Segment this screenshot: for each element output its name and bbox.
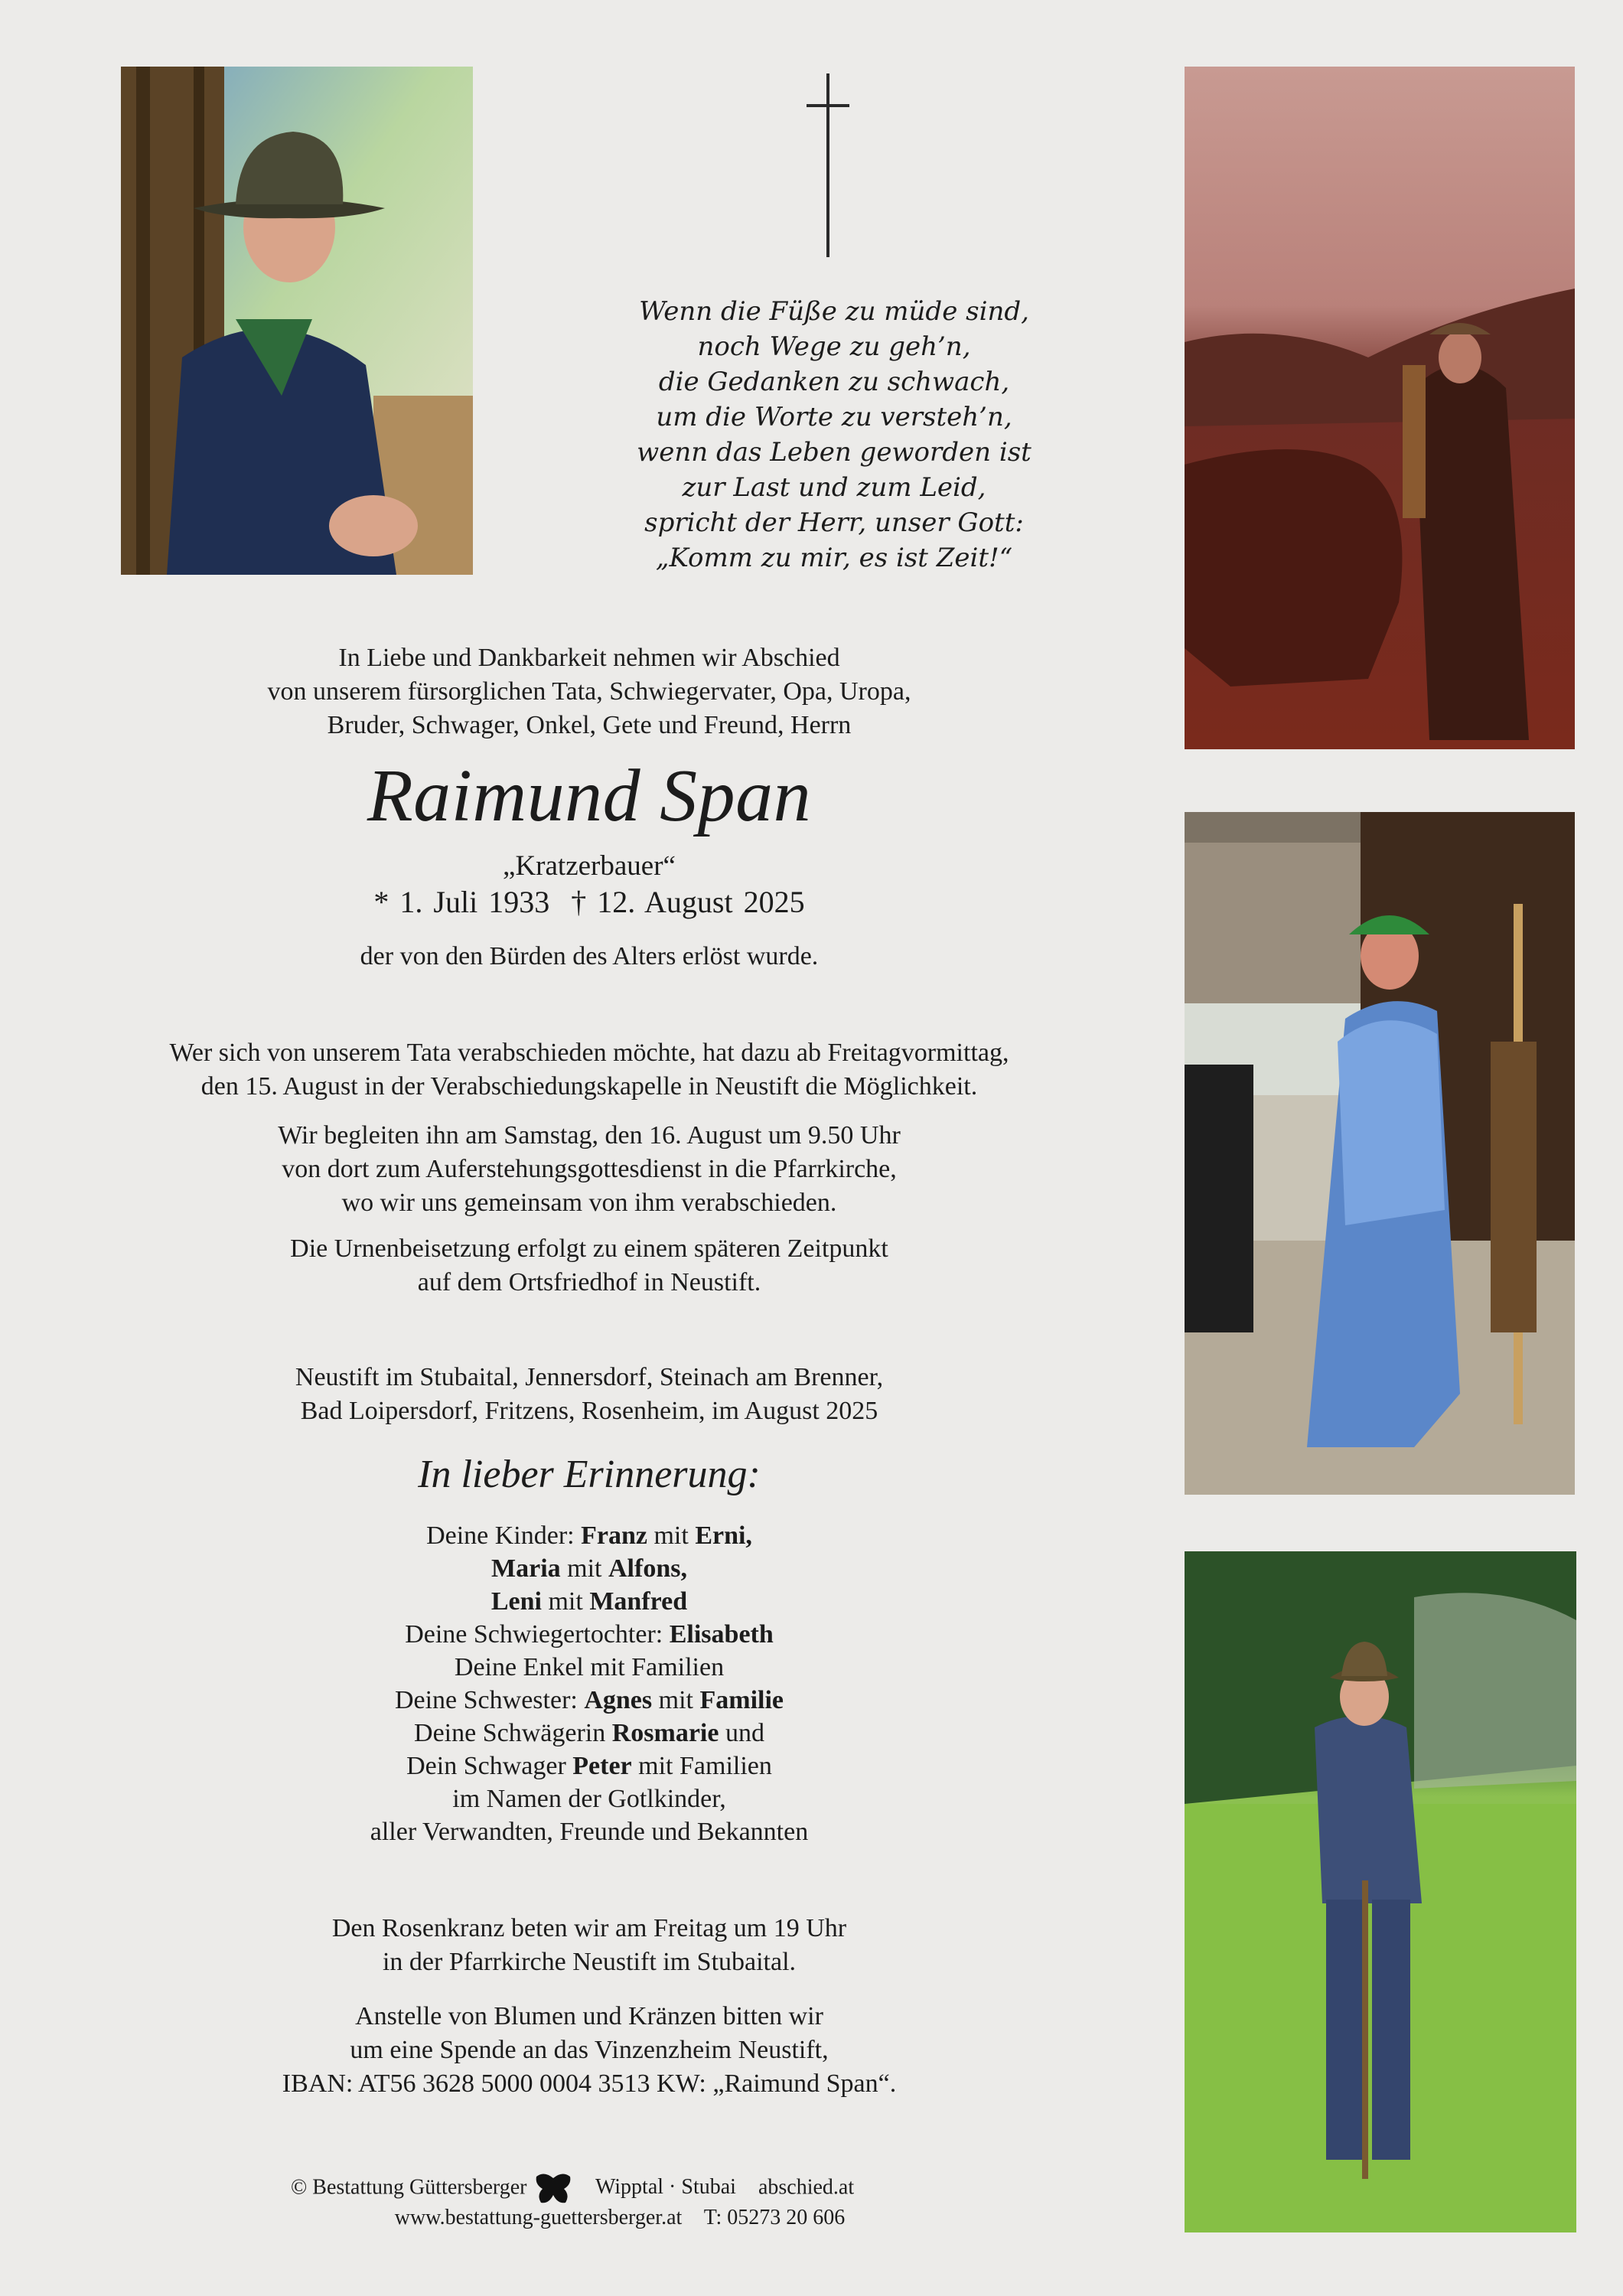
- phone: T: 05273 20 606: [703, 2206, 846, 2229]
- places-line: Neustift im Stubaital, Jennersdorf, Steinach am Brenner,: [295, 1363, 884, 1391]
- site-link[interactable]: abschied.at: [758, 2175, 855, 2200]
- cross-icon: [807, 73, 849, 257]
- family-member: Manfred: [589, 1587, 688, 1616]
- relief-text: der von den Bürden des Alters erlöst wurde.: [360, 942, 819, 970]
- poem-line: wenn das Leben geworden ist: [637, 437, 1031, 468]
- donation-line: IBAN: AT56 3628 5000 0004 3513 KW: „Raimund Span“.: [282, 2069, 897, 2098]
- poem-line: spricht der Herr, unser Gott:: [644, 507, 1024, 538]
- service-line: Wir begleiten ihn am Samstag, den 16. August um 9.50 Uhr: [278, 1121, 901, 1150]
- family-line: [107, 1519, 1071, 1552]
- donation-line: um eine Spende an das Vinzenzheim Neustift,: [350, 2036, 829, 2064]
- connector: und: [725, 1719, 764, 1747]
- places-line: Bad Loipersdorf, Fritzens, Rosenheim, im August 2025: [300, 1397, 878, 1425]
- poem: [589, 294, 1079, 576]
- butterfly-icon: [533, 2172, 573, 2206]
- family-member: Elisabeth: [669, 1620, 774, 1649]
- family-member: Maria: [491, 1554, 561, 1583]
- service-text: [107, 1119, 1071, 1220]
- family-line: aller Verwandten, Freunde und Bekannten: [370, 1818, 809, 1846]
- deceased-name: Raimund Span: [367, 755, 812, 837]
- poem-line: um die Worte zu versteh’n,: [656, 402, 1012, 432]
- poem-line: Wenn die Füße zu müde sind,: [639, 296, 1029, 327]
- service-line: von dort zum Auferstehungsgottesdienst in die Pfarrkirche,: [282, 1155, 897, 1183]
- intro-line: von unserem fürsorglichen Tata, Schwiegervater, Opa, Uropa,: [267, 677, 911, 706]
- poem-line: noch Wege zu geh’n,: [697, 331, 971, 362]
- poem-line: zur Last und zum Leid,: [682, 472, 986, 503]
- family-member: Familie: [699, 1686, 784, 1714]
- connector: mit Familien: [638, 1752, 772, 1780]
- family-member: Agnes: [584, 1686, 653, 1714]
- connector: mit: [653, 1521, 689, 1550]
- intro-line: In Liebe und Dankbarkeit nehmen wir Abschied: [338, 644, 840, 672]
- donation-text: [107, 2000, 1071, 2101]
- website-link[interactable]: www.bestattung-guettersberger.at: [394, 2206, 683, 2229]
- burial-line: Die Urnenbeisetzung erfolgt zu einem späteren Zeitpunkt: [290, 1234, 888, 1263]
- memory-heading: In lieber Erinnerung:: [418, 1453, 761, 1496]
- family-line: [107, 1717, 1071, 1750]
- family-member: Alfons,: [608, 1554, 687, 1583]
- barn-photo: [1185, 812, 1575, 1495]
- family-list: [107, 1519, 1071, 1848]
- family-line: [107, 1750, 1071, 1782]
- family-member: Erni,: [695, 1521, 752, 1550]
- portrait-photo: [121, 67, 473, 575]
- cattle-photo: [1185, 67, 1575, 749]
- footer-row: [291, 2172, 949, 2206]
- farewell-line: den 15. August in der Verabschiedungskapelle in Neustift die Möglichkeit.: [200, 1072, 978, 1101]
- label: Deine Schwiegertochter:: [405, 1620, 663, 1649]
- connector: mit: [567, 1554, 602, 1583]
- label: Deine Schwägerin: [414, 1719, 606, 1747]
- family-member: Peter: [572, 1752, 632, 1780]
- family-line: Deine Enkel mit Familien: [454, 1653, 725, 1681]
- family-line: im Namen der Gotlkinder,: [452, 1785, 726, 1813]
- copyright: © Bestattung Güttersberger: [291, 2175, 527, 2200]
- birth-date: * 1. Juli 1933: [373, 885, 550, 919]
- family-member: Rosmarie: [611, 1719, 719, 1747]
- footer-row: [291, 2206, 949, 2230]
- family-member: Leni: [490, 1587, 542, 1616]
- family-line: [107, 1684, 1071, 1717]
- intro-line: Bruder, Schwager, Onkel, Gete und Freund, Herrn: [327, 711, 852, 739]
- places-text: [107, 1361, 1071, 1428]
- farewell-line: Wer sich von unserem Tata verabschieden möchte, hat dazu ab Freitagvormittag,: [169, 1039, 1009, 1067]
- family-member: Franz: [581, 1521, 647, 1550]
- burial-line: auf dem Ortsfriedhof in Neustift.: [417, 1268, 761, 1296]
- label: Deine Schwester:: [394, 1686, 578, 1714]
- rosary-line: in der Pfarrkirche Neustift im Stubaital.: [382, 1948, 797, 1976]
- label: Deine Kinder:: [426, 1521, 575, 1550]
- nickname: „Kratzerbauer“: [503, 850, 676, 882]
- rosary-text: [107, 1912, 1071, 1979]
- connector: mit: [658, 1686, 693, 1714]
- service-line: wo wir uns gemeinsam von ihm verabschieden.: [341, 1189, 837, 1217]
- death-date: † 12. August 2025: [571, 885, 805, 919]
- life-dates: [107, 884, 1071, 921]
- family-line: [107, 1552, 1071, 1585]
- family-line: [107, 1585, 1071, 1618]
- poem-line: die Gedanken zu schwach,: [658, 367, 1010, 397]
- meadow-photo: [1185, 1551, 1576, 2232]
- region: Wipptal · Stubai: [595, 2175, 736, 2200]
- family-line: [107, 1618, 1071, 1651]
- burial-text: [107, 1232, 1071, 1300]
- connector: mit: [548, 1587, 583, 1616]
- poem-line: „Komm zu mir, es ist Zeit!“: [655, 543, 1013, 573]
- label: Dein Schwager: [406, 1752, 566, 1780]
- rosary-line: Den Rosenkranz beten wir am Freitag um 19 Uhr: [331, 1914, 847, 1942]
- farewell-text: [107, 1036, 1071, 1104]
- donation-line: Anstelle von Blumen und Kränzen bitten wir: [355, 2002, 823, 2030]
- intro-text: [107, 641, 1071, 742]
